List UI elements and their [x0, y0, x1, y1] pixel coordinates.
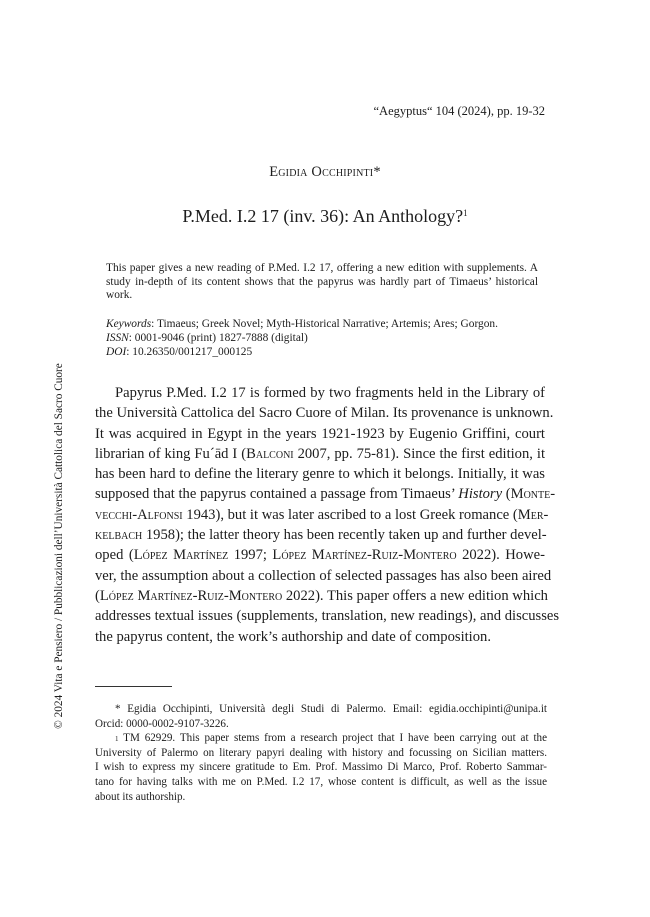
body-text: 2022). This paper offers a new edition which: [282, 587, 548, 604]
body-line: addresses textual issues (supplements, translation, new readings), and discusses: [95, 608, 560, 625]
footnote-line: tano for having talks with me on P.Med. I.2 17, whose content is difficult, as well as the issue: [95, 775, 547, 788]
body-text: (: [95, 587, 100, 604]
body-line: Papyrus P.Med. I.2 17 is formed by two fragments held in the Library of: [115, 385, 545, 401]
body-line: [95, 505, 549, 525]
body-line: [95, 484, 556, 504]
citation-author: Mer-: [517, 506, 549, 523]
footnote-line: Orcid: 0000-0002-9107-3226.: [95, 717, 229, 730]
body-paragraph: [95, 383, 560, 647]
footnotes: [95, 702, 547, 804]
citation-author: López Martínez-Ruiz-Montero: [99, 587, 283, 604]
title-footnote-marker: 1: [463, 208, 468, 218]
issn-line: [106, 332, 538, 346]
footnote-line: [95, 731, 547, 746]
issn-label: ISSN: [106, 331, 129, 344]
body-line: the Università Cattolica del Sacro Cuore of Milan. Its provenance is unknown.: [95, 405, 554, 422]
footnote-line: University of Palermo on literary papyri dealing with history and focussing on Sicilian matters.: [95, 746, 547, 759]
citation-author: vecchi-Alfonsi: [95, 506, 183, 523]
body-text: supposed that the papyrus contained a passage from Timaeus’: [95, 486, 459, 503]
footnote-marker: 1: [115, 735, 119, 744]
article-metadata: [106, 318, 538, 359]
citation-author: López Martínez-Ruiz-Montero: [272, 547, 457, 564]
footnote-text: TM 62929. This paper stems from a research project that I have been carrying out at the: [118, 732, 547, 745]
citation-author: Balconi: [246, 445, 294, 462]
body-line: [95, 545, 545, 565]
body-line: ver, the assumption about a collection of selected passages has also been aired: [95, 567, 552, 584]
author-name: Egidia Occhipinti*: [269, 164, 381, 180]
body-line: [95, 586, 548, 606]
keywords-label: Keywords: [106, 318, 152, 330]
work-title: History: [458, 486, 503, 503]
body-text: 2007, pp. 75-81). Since the first edition, it: [293, 445, 545, 462]
body-line: It was acquired in Egypt in the years 1921-1923 by Eugenio Griffini, court: [95, 425, 545, 442]
body-text: 1943), but it was later ascribed to a lost Greek romance (: [182, 506, 518, 523]
footnote-separator: [95, 686, 172, 687]
doi-label: DOI: [106, 345, 127, 358]
abstract: This paper gives a new reading of P.Med. I.2 17, offering a new edition with supplements. A study in-depth of its content shows that the papyrus was hardly part of Timaeus’ historical work.: [106, 262, 538, 302]
body-text: 1997;: [228, 547, 273, 564]
issn-value: : 0001-9046 (print) 1827-7888 (digital): [128, 331, 308, 344]
footnote-line: about its authorship.: [95, 790, 186, 803]
footnote-line: I wish to express my sincere gratitude to Em. Prof. Massimo Di Marco, Prof. Roberto Sammar-: [95, 761, 547, 774]
body-line: [95, 525, 545, 545]
body-text: librarian of king Fu´ād I (: [95, 445, 247, 462]
doi-value: : 10.26350/001217_000125: [126, 345, 253, 358]
body-line: [95, 444, 545, 464]
footnote-line: * Egidia Occhipinti, Università degli Studi di Palermo. Email: egidia.occhipinti@unipa.it: [115, 703, 547, 715]
body-line: the papyrus content, the work’s authorship and date of composition.: [95, 628, 491, 645]
body-text: oped (: [95, 547, 134, 564]
doi-line: [106, 346, 538, 360]
article-title: [0, 206, 650, 227]
journal-reference: “Aegyptus“ 104 (2024), pp. 19-32: [373, 104, 545, 118]
keywords-value: : Timaeus; Greek Novel; Myth-Historical Narrative; Artemis; Ares; Gorgon.: [151, 318, 498, 330]
body-text: 1958); the latter theory has been recently taken up and further devel-: [142, 527, 547, 544]
article-title-text: P.Med. I.2 17 (inv. 36): An Anthology?: [182, 206, 464, 226]
citation-author: kelbach: [95, 527, 143, 544]
citation-author: Monte-: [510, 486, 556, 503]
body-text: (: [502, 486, 511, 503]
citation-author: López Martínez: [133, 547, 229, 564]
body-text: 2022). Howe-: [456, 547, 545, 564]
body-line: has been hard to define the literary genre to which it belongs. Initially, it was: [95, 466, 545, 483]
copyright-text: © 2024 Vita e Pensiero / Pubblicazioni dell’Università Cattolica del Sacro Cuore: [53, 363, 65, 729]
keywords-line: [106, 318, 538, 332]
